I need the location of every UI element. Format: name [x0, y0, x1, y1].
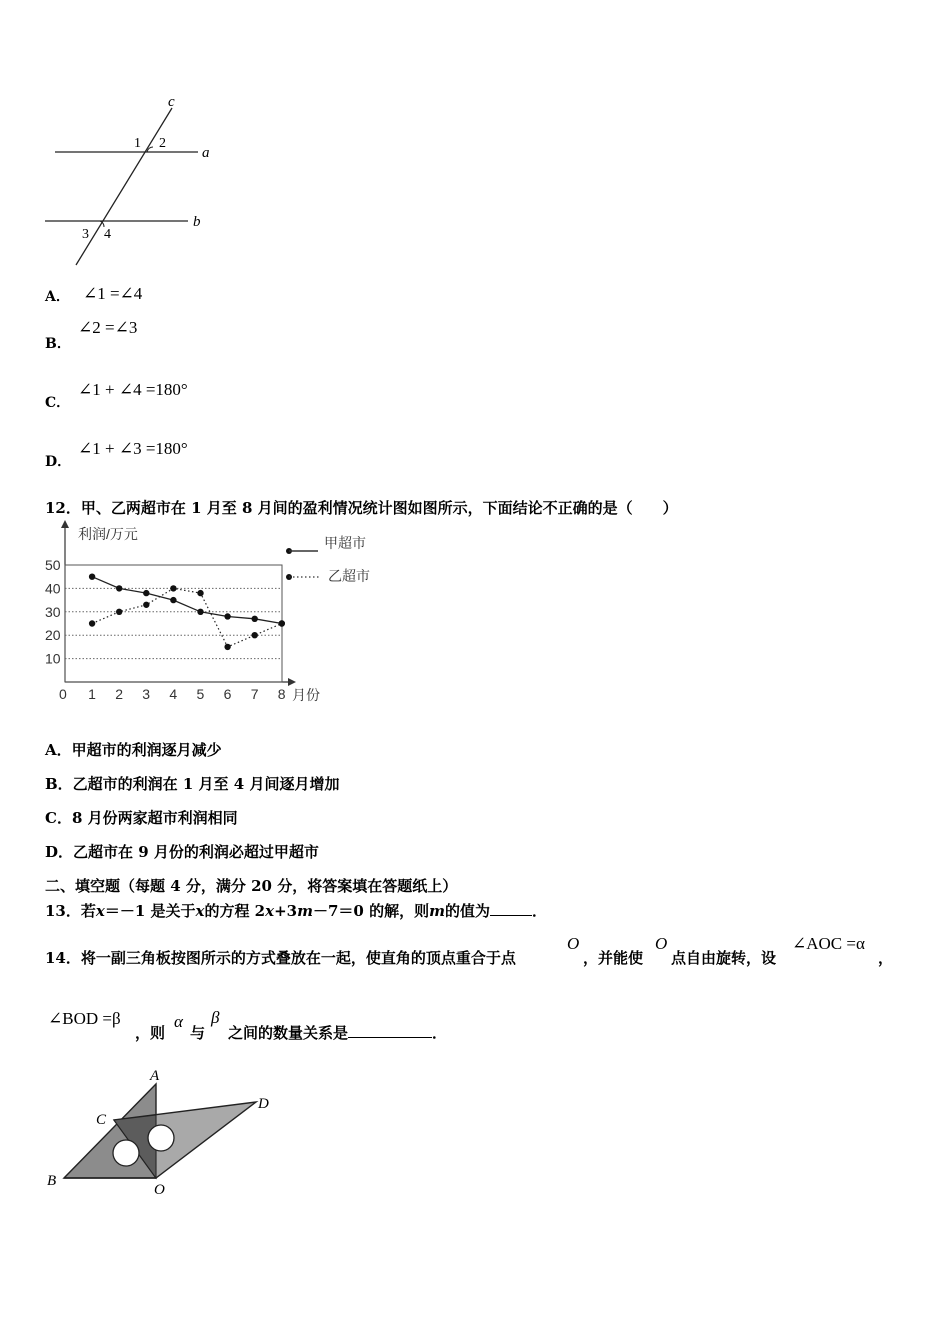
y-tick-label-30: 30 [45, 603, 61, 620]
q13-answer-blank[interactable] [490, 915, 532, 916]
chart-y-label: 利润/万元 [78, 526, 138, 542]
q11-option-b-letter: B． [45, 336, 71, 352]
series-0-point-3 [143, 590, 149, 596]
series-1-point-5 [197, 590, 203, 596]
triangle-hole-2 [148, 1125, 174, 1151]
series-1-point-3 [143, 602, 149, 608]
q14-comma: ， [878, 949, 894, 967]
chart-origin-label: 0 [59, 686, 67, 702]
x-tick-label-2: 2 [115, 686, 123, 702]
q14-angle-bod: ∠BOD =β [48, 1009, 121, 1028]
q14-angle-aoc: ∠AOC =α [792, 934, 865, 953]
label-angle-1: 1 [134, 136, 141, 151]
legend-label-yi: 乙超市 [328, 568, 370, 584]
q11-option-c-letter: C． [45, 395, 71, 411]
q14-alpha: α [174, 1012, 183, 1031]
q14-stem-line2b: 与 [190, 1024, 206, 1042]
series-1-point-6 [224, 644, 230, 650]
series-1-point-4 [170, 585, 176, 591]
x-tick-label-4: 4 [169, 686, 178, 702]
series-0-point-5 [197, 609, 203, 615]
option-letter: A． [45, 289, 70, 305]
series-0-point-7 [252, 616, 258, 622]
x-tick-label-5: 5 [196, 686, 205, 702]
series-0-point-4 [170, 597, 176, 603]
q12-option-b: B．乙超市的利润在 1 月至 4 月间逐月增加 [45, 775, 340, 793]
legend-label-jia: 甲超市 [324, 535, 366, 551]
q14-point-o-1: O [567, 934, 580, 953]
option-expression: ∠1 =∠4 [82, 284, 143, 303]
label-point-o: O [154, 1182, 165, 1198]
q14-stem-line1b: ，并能使 [583, 949, 644, 967]
x-tick-label-8: 8 [277, 686, 286, 702]
chart-legend [286, 535, 370, 584]
q14-beta: β [211, 1008, 220, 1027]
section-2-title: 二、填空题（每题 4 分，满分 20 分，将答案填在答题纸上） [45, 877, 458, 895]
q14-answer-blank[interactable] [348, 1037, 432, 1038]
label-a: a [202, 145, 210, 161]
q11-option-d-expression: ∠1 + ∠3 =180° [78, 439, 188, 458]
q12-option-d: D．乙超市在 9 月份的利润必超过甲超市 [45, 843, 319, 861]
q14-stem-line2a: ，则 [135, 1024, 166, 1042]
label-point-c: C [96, 1112, 107, 1128]
chart-x-label: 月份 [292, 687, 320, 703]
y-tick-label-10: 10 [45, 650, 61, 667]
set-squares-figure [40, 1062, 290, 1202]
x-tick-label-3: 3 [142, 686, 151, 702]
label-c: c [168, 94, 175, 110]
label-point-b: B [47, 1173, 57, 1189]
q14-stem-line2c: 之间的数量关系是 ． [228, 1024, 448, 1042]
q12-option-c: C．8 月份两家超市利润相同 [45, 809, 238, 827]
x-tick-label-7: 7 [250, 686, 259, 702]
label-angle-2: 2 [159, 136, 166, 151]
chart-plot-frame [65, 565, 282, 682]
series-0-point-1 [89, 574, 95, 580]
profit-line-chart [40, 520, 400, 710]
parallel-lines-figure [40, 90, 230, 275]
q11-option-c-expression: ∠1 + ∠4 =180° [78, 380, 188, 399]
triangle-hole-1 [113, 1140, 139, 1166]
label-angle-4: 4 [104, 227, 111, 242]
y-tick-label-20: 20 [45, 627, 61, 644]
series-1-point-8 [279, 620, 285, 626]
label-point-a: A [150, 1068, 160, 1084]
q13-stem: 13．若x＝－1 是关于x的方程 2x+3m－7＝0 的解，则m的值为 ． [45, 902, 547, 920]
y-tick-label-40: 40 [45, 580, 61, 597]
q12-option-a: A．甲超市的利润逐月减少 [45, 741, 222, 759]
x-tick-label-6: 6 [223, 686, 232, 702]
label-point-d: D [258, 1096, 269, 1112]
series-1-point-7 [252, 632, 258, 638]
y-tick-label-50: 50 [45, 557, 61, 573]
label-b: b [193, 214, 201, 230]
series-0-point-6 [224, 613, 230, 619]
series-1-point-1 [89, 620, 95, 626]
x-tick-label-1: 1 [88, 686, 96, 702]
q14-stem-line1c: 点自由旋转，设 [671, 949, 777, 967]
q12-stem: 12．甲、乙两超市在 1 月至 8 月间的盈利情况统计图如图所示，下面结论不正确的是（ ） [45, 499, 678, 517]
q11-option-d-letter: D． [45, 454, 72, 470]
q11-option-a [45, 284, 142, 306]
series-0-point-2 [116, 585, 122, 591]
q14-stem-line1: 14．将一副三角板按图所示的方式叠放在一起，使直角的顶点重合于点 [45, 949, 516, 967]
label-angle-3: 3 [82, 227, 89, 242]
series-1-point-2 [116, 609, 122, 615]
q11-option-b-expression: ∠2 =∠3 [78, 318, 138, 337]
line-c [76, 108, 172, 265]
q14-point-o-2: O [655, 934, 668, 953]
